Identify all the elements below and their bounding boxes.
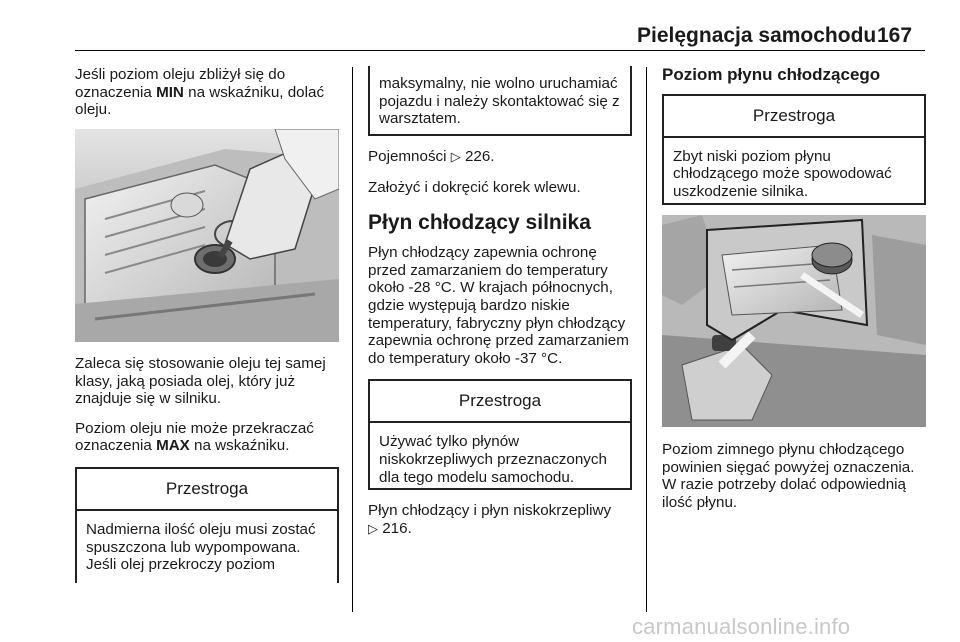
warning-title: Przestroga	[77, 469, 337, 511]
header-rule	[75, 50, 925, 51]
oil-filling-illustration	[75, 129, 339, 342]
warning-continued-text: maksymalny, nie wolno uruchamiać pojazdu i należy skontaktować się z warsztatem.	[379, 75, 620, 128]
oil-class-paragraph: Zaleca się stosowanie oleju tej samej klasy, jaką posiada olej, który już znajduje się w silniku.	[75, 355, 326, 408]
page-number: 167	[877, 24, 913, 47]
capacity-ref-link[interactable]: 226.	[464, 148, 495, 165]
min-marker: MIN	[156, 83, 184, 101]
ref-arrow-icon: ▷	[368, 521, 378, 537]
max-marker: MAX	[156, 437, 190, 455]
coolant-reservoir-image	[662, 215, 926, 427]
ref-arrow-icon: ▷	[450, 150, 461, 165]
antifreeze-ref-link[interactable]: 216.	[382, 519, 412, 537]
coolant-paragraph: Płyn chłodzący zapewnia ochronę przed zamarzaniem do temperatury około -28 °C. W krajach północnych, gdzie występują bardzo niskie temperatury, fabryczny płyn chłodzący zapewnia ochronę przed zamarzaniem do temperatury około -37 °C.	[368, 244, 629, 367]
column-3-lower	[662, 441, 932, 523]
header-title: Pielęgnacja samochodu	[637, 24, 877, 47]
column-3	[662, 66, 930, 205]
warning-text: Zbyt niski poziom płynu chłodzącego może spowodować uszkodzenie silnika.	[673, 147, 892, 200]
antifreeze-paragraph: Płyn chłodzący i płyn niskokrzepliwy ▷ 216.	[368, 502, 612, 537]
coolant-warning-box	[368, 379, 632, 490]
close-cap-paragraph: Założyć i dokręcić korek wlewu.	[368, 178, 581, 196]
column-divider-1	[352, 67, 353, 612]
coolant-level-warning-box	[662, 94, 926, 205]
warning-text: Używać tylko płynów niskokrzepliwych przeznaczonych dla tego modelu samochodu.	[379, 433, 607, 486]
warning-text: Nadmierna ilość oleju musi zostać spuszczona lub wypompowana. Jeśli olej przekroczy poziom	[86, 520, 316, 574]
oil-warning-continued	[368, 66, 632, 136]
oil-max-paragraph: Poziom oleju nie może przekraczać oznaczenia MAX na wskaźniku.	[75, 419, 314, 455]
engine-oil-image	[75, 129, 339, 342]
watermark: carmanualsonline.info	[632, 614, 851, 639]
column-1-lower	[75, 355, 343, 583]
warning-title: Przestroga	[370, 381, 630, 423]
column-1	[75, 66, 340, 131]
warning-title: Przestroga	[664, 96, 924, 138]
coolant-level-title: Poziom płynu chłodzącego	[662, 65, 881, 84]
oil-warning-box	[75, 467, 339, 583]
coolant-reservoir-illustration	[662, 215, 926, 427]
coolant-section-title: Płyn chłodzący silnika	[368, 211, 591, 235]
oil-min-paragraph: Jeśli poziom oleju zbliżył się do oznaczenia MIN na wskaźniku, dolać oleju.	[75, 66, 325, 119]
column-2	[368, 66, 634, 551]
column-divider-2	[646, 67, 647, 612]
coolant-level-paragraph: Poziom zimnego płynu chłodzącego powinien sięgać powyżej oznaczenia. W razie potrzeby dolać odpowiednią ilość płynu.	[662, 441, 915, 511]
capacity-paragraph: Pojemności ▷ 226.	[368, 148, 495, 165]
